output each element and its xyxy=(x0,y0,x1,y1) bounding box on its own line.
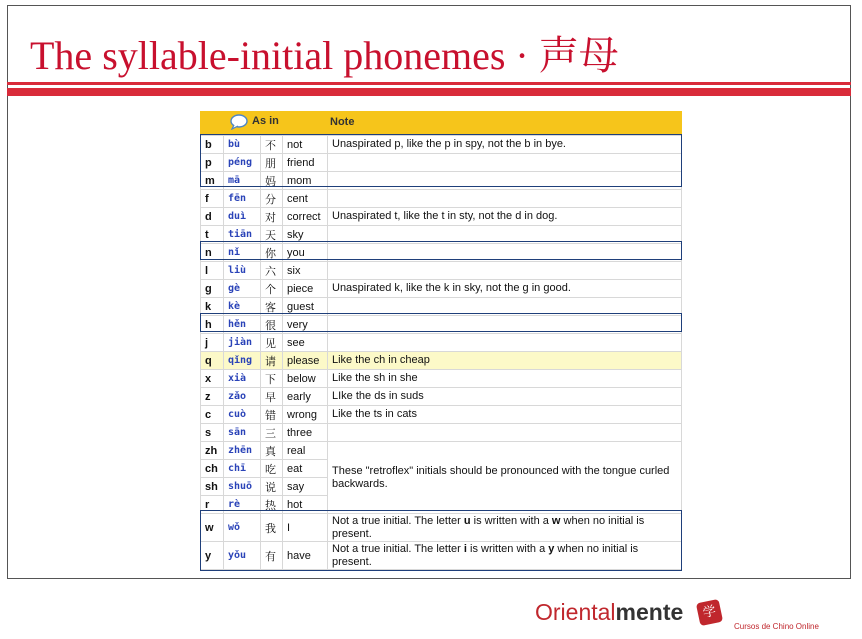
note-cell: Like the ch in cheap xyxy=(328,352,682,370)
table-row xyxy=(201,514,682,542)
logo-tagline: Cursos de Chino Online xyxy=(734,622,819,631)
pinyin-cell: yǒu xyxy=(224,542,261,570)
hanzi-cell: 错 xyxy=(261,406,283,424)
meaning-cell: six xyxy=(283,262,328,280)
initial-cell: ch xyxy=(201,460,224,478)
initial-cell: s xyxy=(201,424,224,442)
hanzi-cell: 下 xyxy=(261,370,283,388)
note-cell xyxy=(328,226,682,244)
pinyin-cell: zhēn xyxy=(224,442,261,460)
pinyin-cell: nǐ xyxy=(224,244,261,262)
title-rule-thick xyxy=(7,88,851,96)
initial-cell: d xyxy=(201,208,224,226)
hanzi-cell: 真 xyxy=(261,442,283,460)
meaning-cell: hot xyxy=(283,496,328,514)
pinyin-cell: cuò xyxy=(224,406,261,424)
speech-bubble-icon xyxy=(230,114,248,130)
retroflex-note-cell: These "retroflex" initials should be pronounced with the tongue curled backwards. xyxy=(328,442,682,514)
pinyin-cell: zǎo xyxy=(224,388,261,406)
initial-cell: z xyxy=(201,388,224,406)
hanzi-cell: 个 xyxy=(261,280,283,298)
meaning-cell: eat xyxy=(283,460,328,478)
hanzi-cell: 对 xyxy=(261,208,283,226)
hanzi-cell: 六 xyxy=(261,262,283,280)
header-as-in: As in xyxy=(252,115,279,127)
pinyin-cell: chī xyxy=(224,460,261,478)
note-cell: Unaspirated p, like the p in spy, not the b in bye. xyxy=(328,136,682,154)
orientalmente-logo xyxy=(535,599,683,626)
pinyin-cell: qǐng xyxy=(224,352,261,370)
table-row xyxy=(201,154,682,172)
initial-cell: y xyxy=(201,542,224,570)
note-text: Not a true initial. The letter xyxy=(332,514,464,527)
initial-cell: q xyxy=(201,352,224,370)
table-row xyxy=(201,370,682,388)
initial-cell: k xyxy=(201,298,224,316)
pinyin-cell: bù xyxy=(224,136,261,154)
logo-text-bold: mente xyxy=(615,599,684,625)
table-row xyxy=(201,334,682,352)
pinyin-cell: sān xyxy=(224,424,261,442)
meaning-cell: you xyxy=(283,244,328,262)
hanzi-cell: 吃 xyxy=(261,460,283,478)
meaning-cell: cent xyxy=(283,190,328,208)
hanzi-cell: 三 xyxy=(261,424,283,442)
phoneme-rows xyxy=(200,135,682,570)
title-rule-thin xyxy=(7,82,851,85)
note-cell: Unaspirated t, like the t in sty, not the d in dog. xyxy=(328,208,682,226)
table-row xyxy=(201,298,682,316)
initial-cell: w xyxy=(201,514,224,542)
hanzi-cell: 朋 xyxy=(261,154,283,172)
initial-cell: x xyxy=(201,370,224,388)
meaning-cell: mom xyxy=(283,172,328,190)
note-cell xyxy=(328,316,682,334)
pinyin-cell: liù xyxy=(224,262,261,280)
note-cell xyxy=(328,334,682,352)
logo-text-light: Oriental xyxy=(535,599,616,625)
pinyin-cell: rè xyxy=(224,496,261,514)
initial-cell: h xyxy=(201,316,224,334)
pinyin-cell: mā xyxy=(224,172,261,190)
pinyin-cell: kè xyxy=(224,298,261,316)
meaning-cell: three xyxy=(283,424,328,442)
meaning-cell: guest xyxy=(283,298,328,316)
note-cell: Like the ts in cats xyxy=(328,406,682,424)
meaning-cell: see xyxy=(283,334,328,352)
meaning-cell: wrong xyxy=(283,406,328,424)
phoneme-table xyxy=(200,111,682,570)
note-cell: Unaspirated k, like the k in sky, not the g in good. xyxy=(328,280,682,298)
note-cell: LIke the ds in suds xyxy=(328,388,682,406)
initial-cell: g xyxy=(201,280,224,298)
note-cell xyxy=(328,424,682,442)
meaning-cell: below xyxy=(283,370,328,388)
hanzi-cell: 早 xyxy=(261,388,283,406)
note-cell xyxy=(328,190,682,208)
initial-cell: f xyxy=(201,190,224,208)
pinyin-cell: hěn xyxy=(224,316,261,334)
hanzi-cell: 你 xyxy=(261,244,283,262)
initial-cell: t xyxy=(201,226,224,244)
table-header xyxy=(200,111,682,135)
note-cell xyxy=(328,172,682,190)
meaning-cell: have xyxy=(283,542,328,570)
hanzi-cell: 不 xyxy=(261,136,283,154)
meaning-cell: not xyxy=(283,136,328,154)
initial-cell: b xyxy=(201,136,224,154)
note-cell: Like the sh in she xyxy=(328,370,682,388)
pinyin-cell: péng xyxy=(224,154,261,172)
meaning-cell: sky xyxy=(283,226,328,244)
seal-stamp-icon: 学 xyxy=(696,599,723,626)
table-row xyxy=(201,172,682,190)
note-text: is written with a xyxy=(466,542,549,555)
table-row xyxy=(201,280,682,298)
note-cell xyxy=(328,262,682,280)
hanzi-cell: 妈 xyxy=(261,172,283,190)
w-note-cell xyxy=(328,514,682,542)
meaning-cell: piece xyxy=(283,280,328,298)
hanzi-cell: 热 xyxy=(261,496,283,514)
note-cell xyxy=(328,244,682,262)
table-row xyxy=(201,262,682,280)
table-row xyxy=(201,244,682,262)
pinyin-cell: jiàn xyxy=(224,334,261,352)
initial-cell: c xyxy=(201,406,224,424)
table-row xyxy=(201,442,682,460)
hanzi-cell: 见 xyxy=(261,334,283,352)
initial-cell: l xyxy=(201,262,224,280)
note-cell xyxy=(328,154,682,172)
table-row xyxy=(201,542,682,570)
initial-cell: j xyxy=(201,334,224,352)
hanzi-cell: 有 xyxy=(261,542,283,570)
hanzi-cell: 我 xyxy=(261,514,283,542)
note-letter: w xyxy=(551,514,561,527)
meaning-cell: correct xyxy=(283,208,328,226)
note-text: is written with a xyxy=(470,514,552,527)
pinyin-cell: shuō xyxy=(224,478,261,496)
pinyin-cell: wǒ xyxy=(224,514,261,542)
y-note-cell xyxy=(328,542,682,570)
meaning-cell: very xyxy=(283,316,328,334)
meaning-cell: real xyxy=(283,442,328,460)
initial-cell: p xyxy=(201,154,224,172)
pinyin-cell: gè xyxy=(224,280,261,298)
table-row xyxy=(201,406,682,424)
table-row xyxy=(201,424,682,442)
pinyin-cell: tiān xyxy=(224,226,261,244)
header-note: Note xyxy=(330,116,355,128)
initial-cell: sh xyxy=(201,478,224,496)
initial-cell: zh xyxy=(201,442,224,460)
meaning-cell: early xyxy=(283,388,328,406)
note-letter: y xyxy=(548,542,555,555)
meaning-cell: I xyxy=(283,514,328,542)
hanzi-cell: 客 xyxy=(261,298,283,316)
table-row xyxy=(201,136,682,154)
meaning-cell: say xyxy=(283,478,328,496)
hanzi-cell: 分 xyxy=(261,190,283,208)
meaning-cell: friend xyxy=(283,154,328,172)
slide-title: The syllable-initial phonemes · 声母 xyxy=(30,33,619,78)
initial-cell: n xyxy=(201,244,224,262)
hanzi-cell: 说 xyxy=(261,478,283,496)
hanzi-cell: 天 xyxy=(261,226,283,244)
note-text: Not a true initial. The letter xyxy=(332,542,464,555)
table-row xyxy=(201,208,682,226)
table-row xyxy=(201,388,682,406)
note-letter: i xyxy=(463,542,467,555)
note-cell xyxy=(328,298,682,316)
note-letter: u xyxy=(463,514,471,527)
table-row xyxy=(201,226,682,244)
table-row xyxy=(201,190,682,208)
hanzi-cell: 请 xyxy=(261,352,283,370)
pinyin-cell: fēn xyxy=(224,190,261,208)
initial-cell: r xyxy=(201,496,224,514)
meaning-cell: please xyxy=(283,352,328,370)
note-text: when no initial is present. xyxy=(332,514,645,540)
pinyin-cell: duì xyxy=(224,208,261,226)
table-row xyxy=(201,316,682,334)
initial-cell: m xyxy=(201,172,224,190)
pinyin-cell: xià xyxy=(224,370,261,388)
hanzi-cell: 很 xyxy=(261,316,283,334)
table-row-highlighted xyxy=(201,352,682,370)
note-text: when no initial is present. xyxy=(332,542,639,568)
